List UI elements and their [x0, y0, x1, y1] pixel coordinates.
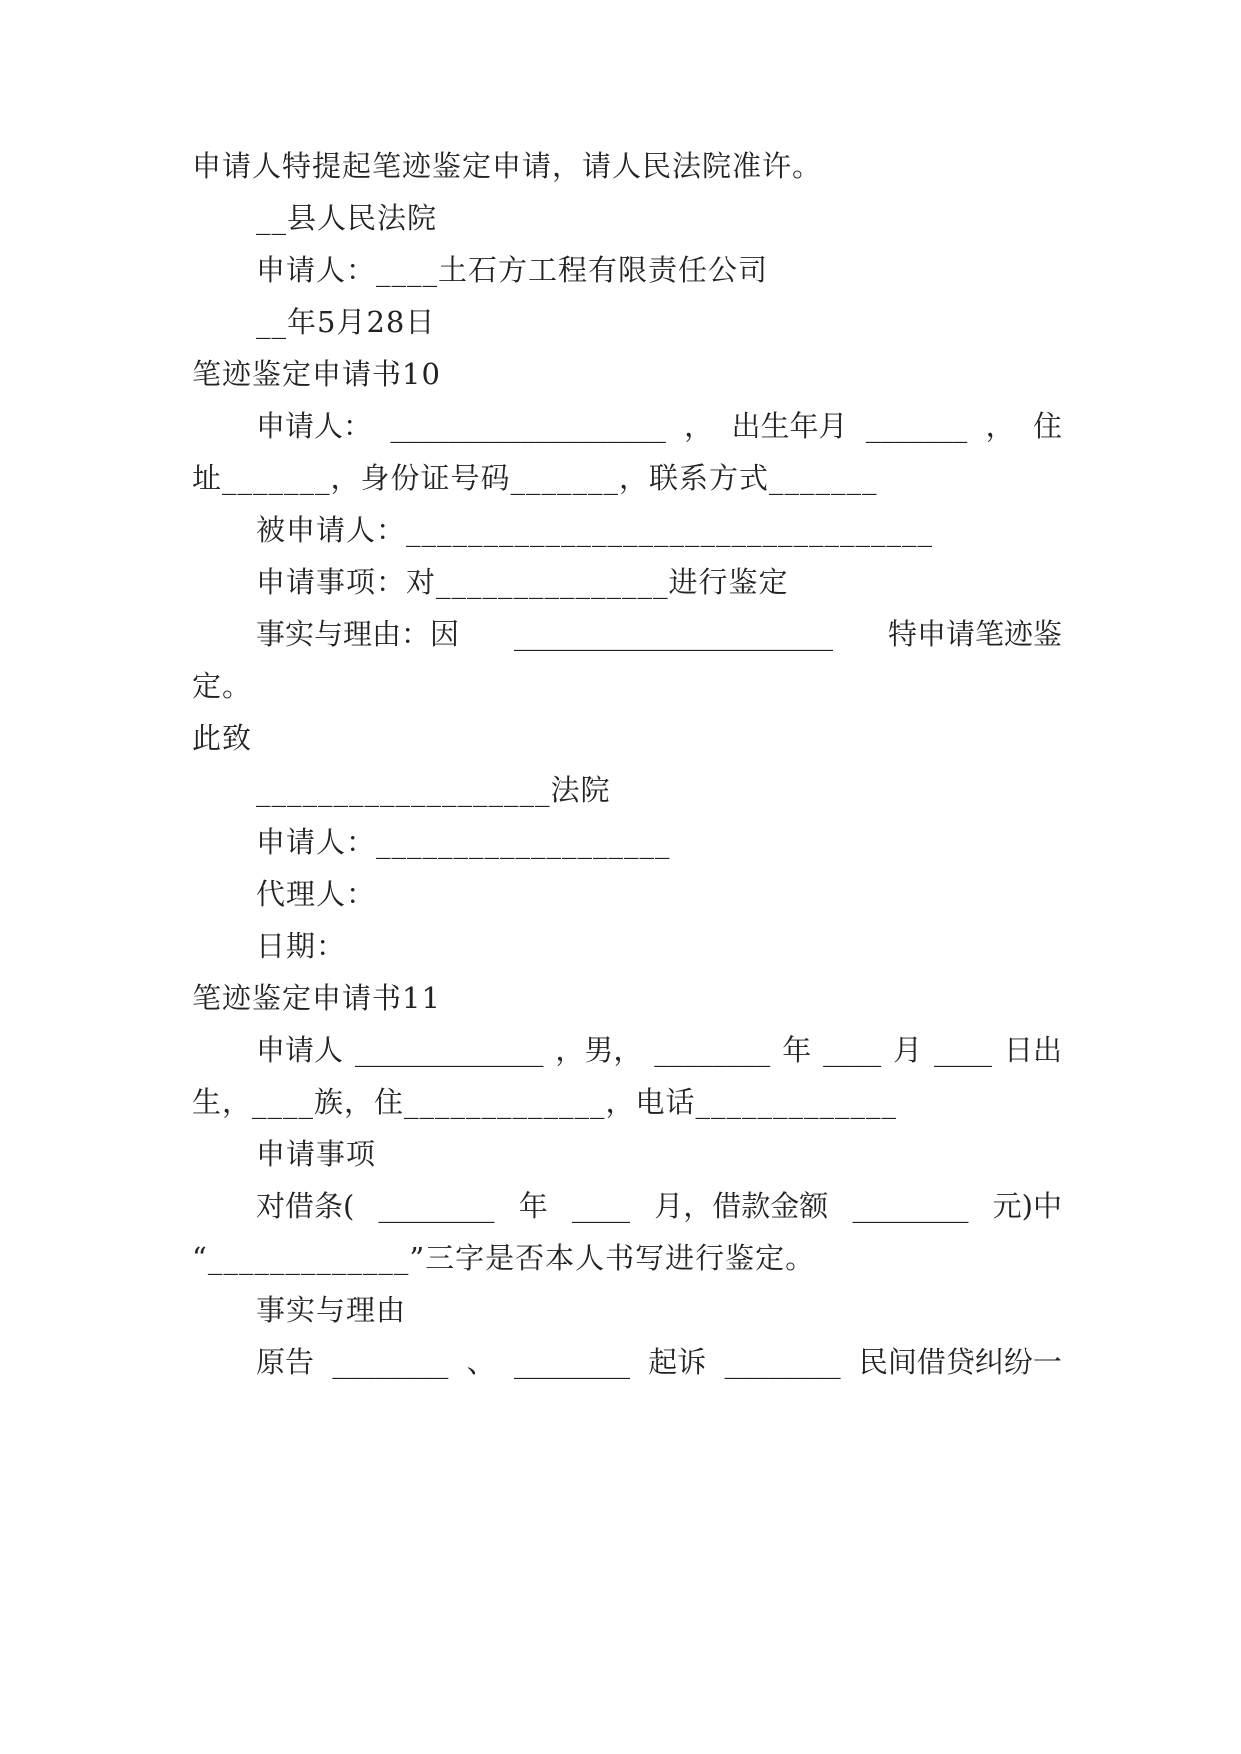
plaintiff-line: 原告 ________ 、 ________ 起诉 ________ 民间借贷纠纷一	[256, 1345, 1062, 1379]
closing-request-line: 申请人特提起笔迹鉴定申请，请人民法院准许。	[192, 149, 823, 183]
salutation: 此致	[192, 721, 253, 755]
applicant-signature: 申请人：___________________	[256, 825, 671, 859]
applicant-birth-line: 申请人 _____________ ，男， ________ 年 ____ 月 ____ 日出	[256, 1033, 1062, 1067]
agent-line: 代理人：	[256, 877, 377, 911]
section-title-11: 笔迹鉴定申请书11	[192, 981, 441, 1015]
address-line: 址_______，身份证号码_______，联系方式_______	[192, 461, 878, 495]
applicant-info-line: 申请人： ___________________ ， 出生年月 _______ ， 住	[256, 409, 1062, 443]
facts-reasons-line: 事实与理由：因 ______________________ 特申请笔迹鉴	[256, 617, 1062, 651]
date-line: __年5月28日	[256, 305, 436, 339]
respondent-line: 被申请人：__________________________________	[256, 513, 934, 547]
request-matter-line: 申请事项：对_______________进行鉴定	[256, 565, 789, 599]
date-blank-line: 日期：	[256, 929, 347, 963]
ethnicity-address-phone-line: 生，____族，住_____________，电话_____________	[192, 1085, 898, 1119]
quoted-words-line: “_____________”三字是否本人书写进行鉴定。	[192, 1241, 816, 1275]
applicant-company: 申请人：____土石方工程有限责任公司	[256, 253, 769, 287]
section-title-10: 笔迹鉴定申请书10	[192, 357, 441, 391]
iou-line: 对借条( ________ 年 ____ 月，借款金额 ________ 元)中	[256, 1189, 1062, 1223]
court-addressee: __县人民法院	[256, 201, 438, 235]
facts-continuation: 定。	[192, 669, 253, 703]
request-matter-heading: 申请事项	[256, 1137, 377, 1171]
court-blank-line: ___________________法院	[256, 773, 611, 807]
facts-reasons-heading: 事实与理由	[256, 1293, 407, 1327]
